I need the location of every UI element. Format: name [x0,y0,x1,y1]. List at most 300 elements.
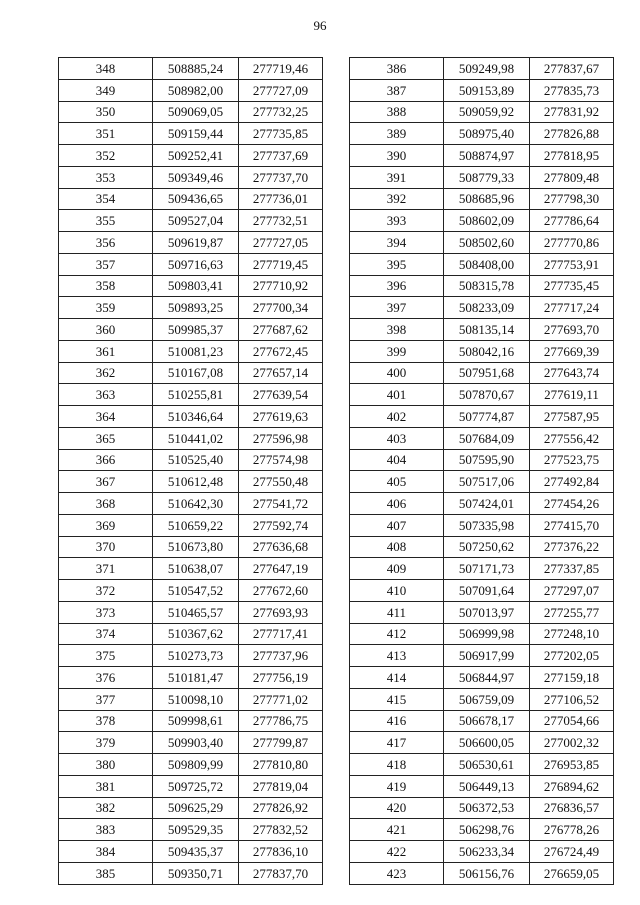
y-coordinate-cell: 277550,48 [239,471,323,493]
point-number-cell: 365 [59,427,153,449]
table-row [59,145,323,167]
x-coordinate-cell: 506530,61 [444,754,530,776]
y-coordinate-cell: 277771,02 [239,688,323,710]
x-coordinate-cell: 509252,41 [153,145,239,167]
x-coordinate-cell: 508315,78 [444,275,530,297]
point-number-cell: 391 [350,166,444,188]
table-row [59,710,323,732]
x-coordinate-cell: 510673,80 [153,536,239,558]
point-number-cell: 384 [59,841,153,863]
y-coordinate-cell: 277202,05 [530,645,614,667]
point-number-cell: 366 [59,449,153,471]
y-coordinate-cell: 277756,19 [239,667,323,689]
point-number-cell: 350 [59,101,153,123]
x-coordinate-cell: 507424,01 [444,493,530,515]
y-coordinate-cell: 277693,70 [530,319,614,341]
table-row [59,775,323,797]
table-row [350,58,614,80]
point-number-cell: 408 [350,536,444,558]
point-number-cell: 416 [350,710,444,732]
point-number-cell: 398 [350,319,444,341]
table-row [59,493,323,515]
x-coordinate-cell: 508502,60 [444,232,530,254]
y-coordinate-cell: 277837,70 [239,862,323,884]
table-row [350,101,614,123]
x-coordinate-cell: 507250,62 [444,536,530,558]
point-number-cell: 357 [59,253,153,275]
table-row [350,775,614,797]
y-coordinate-cell: 277106,52 [530,688,614,710]
y-coordinate-cell: 277799,87 [239,732,323,754]
point-number-cell: 394 [350,232,444,254]
y-coordinate-cell: 277415,70 [530,514,614,536]
point-number-cell: 355 [59,210,153,232]
point-number-cell: 388 [350,101,444,123]
y-coordinate-cell: 277672,45 [239,340,323,362]
x-coordinate-cell: 509435,37 [153,841,239,863]
point-number-cell: 363 [59,384,153,406]
point-number-cell: 417 [350,732,444,754]
x-coordinate-cell: 506449,13 [444,775,530,797]
table-row [350,754,614,776]
table-row [59,166,323,188]
table-row [350,558,614,580]
y-coordinate-cell: 277810,80 [239,754,323,776]
x-coordinate-cell: 509249,98 [444,58,530,80]
table-row [59,601,323,623]
y-coordinate-cell: 277737,69 [239,145,323,167]
table-row [59,732,323,754]
x-coordinate-cell: 510167,08 [153,362,239,384]
point-number-cell: 353 [59,166,153,188]
y-coordinate-cell: 277647,19 [239,558,323,580]
y-coordinate-cell: 276836,57 [530,797,614,819]
point-number-cell: 351 [59,123,153,145]
table-row [350,253,614,275]
x-coordinate-cell: 509069,05 [153,101,239,123]
table-row [350,362,614,384]
x-coordinate-cell: 507951,68 [444,362,530,384]
table-row [350,145,614,167]
table-row [59,210,323,232]
point-number-cell: 364 [59,406,153,428]
x-coordinate-cell: 510255,81 [153,384,239,406]
point-number-cell: 397 [350,297,444,319]
table-row [59,427,323,449]
x-coordinate-cell: 507091,64 [444,580,530,602]
point-number-cell: 378 [59,710,153,732]
point-number-cell: 390 [350,145,444,167]
table-row [59,688,323,710]
y-coordinate-cell: 277717,41 [239,623,323,645]
table-row [59,319,323,341]
y-coordinate-cell: 277719,46 [239,58,323,80]
point-number-cell: 383 [59,819,153,841]
x-coordinate-cell: 509527,04 [153,210,239,232]
table-row [350,123,614,145]
x-coordinate-cell: 510098,10 [153,688,239,710]
point-number-cell: 409 [350,558,444,580]
point-number-cell: 360 [59,319,153,341]
y-coordinate-cell: 277492,84 [530,471,614,493]
table-row [350,841,614,863]
y-coordinate-cell: 277737,96 [239,645,323,667]
point-number-cell: 423 [350,862,444,884]
y-coordinate-cell: 277523,75 [530,449,614,471]
point-number-cell: 400 [350,362,444,384]
table-row [350,688,614,710]
point-number-cell: 422 [350,841,444,863]
y-coordinate-cell: 277798,30 [530,188,614,210]
table-row [59,188,323,210]
point-number-cell: 405 [350,471,444,493]
point-number-cell: 349 [59,79,153,101]
x-coordinate-cell: 507171,73 [444,558,530,580]
x-coordinate-cell: 509803,41 [153,275,239,297]
table-row [350,493,614,515]
point-number-cell: 382 [59,797,153,819]
table-row [350,427,614,449]
table-row [59,754,323,776]
x-coordinate-cell: 509625,29 [153,797,239,819]
y-coordinate-cell: 277727,05 [239,232,323,254]
table-row [59,384,323,406]
table-row [59,623,323,645]
x-coordinate-cell: 510465,57 [153,601,239,623]
point-number-cell: 392 [350,188,444,210]
x-coordinate-cell: 509436,65 [153,188,239,210]
point-number-cell: 402 [350,406,444,428]
table-row [59,645,323,667]
table-row [59,667,323,689]
point-number-cell: 413 [350,645,444,667]
table-row [350,297,614,319]
y-coordinate-cell: 277826,92 [239,797,323,819]
point-number-cell: 393 [350,210,444,232]
y-coordinate-cell: 277832,52 [239,819,323,841]
y-coordinate-cell: 277376,22 [530,536,614,558]
x-coordinate-cell: 508233,09 [444,297,530,319]
table-row [350,580,614,602]
point-number-cell: 401 [350,384,444,406]
y-coordinate-cell: 277835,73 [530,79,614,101]
table-row [350,819,614,841]
point-number-cell: 419 [350,775,444,797]
point-number-cell: 412 [350,623,444,645]
point-number-cell: 362 [59,362,153,384]
coordinates-table-left [58,57,323,885]
x-coordinate-cell: 510081,23 [153,340,239,362]
x-coordinate-cell: 509619,87 [153,232,239,254]
y-coordinate-cell: 276724,49 [530,841,614,863]
x-coordinate-cell: 506844,97 [444,667,530,689]
table-row [350,188,614,210]
x-coordinate-cell: 506298,76 [444,819,530,841]
y-coordinate-cell: 277837,67 [530,58,614,80]
table-row [59,536,323,558]
x-coordinate-cell: 510525,40 [153,449,239,471]
y-coordinate-cell: 277556,42 [530,427,614,449]
point-number-cell: 374 [59,623,153,645]
point-number-cell: 348 [59,58,153,80]
x-coordinate-cell: 508885,24 [153,58,239,80]
point-number-cell: 373 [59,601,153,623]
y-coordinate-cell: 277002,32 [530,732,614,754]
y-coordinate-cell: 277454,26 [530,493,614,515]
point-number-cell: 361 [59,340,153,362]
point-number-cell: 411 [350,601,444,623]
y-coordinate-cell: 276894,62 [530,775,614,797]
table-row [59,406,323,428]
point-number-cell: 404 [350,449,444,471]
y-coordinate-cell: 277643,74 [530,362,614,384]
x-coordinate-cell: 506678,17 [444,710,530,732]
x-coordinate-cell: 508685,96 [444,188,530,210]
point-number-cell: 380 [59,754,153,776]
table-row [59,449,323,471]
x-coordinate-cell: 509998,61 [153,710,239,732]
y-coordinate-cell: 277819,04 [239,775,323,797]
x-coordinate-cell: 510638,07 [153,558,239,580]
table-row [59,297,323,319]
table-row [59,340,323,362]
table-row [350,384,614,406]
point-number-cell: 418 [350,754,444,776]
x-coordinate-cell: 509153,89 [444,79,530,101]
x-coordinate-cell: 508602,09 [444,210,530,232]
table-row [59,253,323,275]
x-coordinate-cell: 510441,02 [153,427,239,449]
table-row [59,79,323,101]
x-coordinate-cell: 509529,35 [153,819,239,841]
y-coordinate-cell: 277619,63 [239,406,323,428]
table-row [59,58,323,80]
y-coordinate-cell: 277753,91 [530,253,614,275]
point-number-cell: 369 [59,514,153,536]
table-row [350,471,614,493]
y-coordinate-cell: 277054,66 [530,710,614,732]
point-number-cell: 358 [59,275,153,297]
y-coordinate-cell: 277587,95 [530,406,614,428]
x-coordinate-cell: 509903,40 [153,732,239,754]
y-coordinate-cell: 277672,60 [239,580,323,602]
table-row [59,841,323,863]
point-number-cell: 407 [350,514,444,536]
x-coordinate-cell: 506917,99 [444,645,530,667]
y-coordinate-cell: 277719,45 [239,253,323,275]
x-coordinate-cell: 510612,48 [153,471,239,493]
x-coordinate-cell: 510642,30 [153,493,239,515]
point-number-cell: 415 [350,688,444,710]
y-coordinate-cell: 276778,26 [530,819,614,841]
x-coordinate-cell: 508874,97 [444,145,530,167]
table-row [59,558,323,580]
point-number-cell: 385 [59,862,153,884]
point-number-cell: 368 [59,493,153,515]
x-coordinate-cell: 508408,00 [444,253,530,275]
y-coordinate-cell: 276953,85 [530,754,614,776]
x-coordinate-cell: 507517,06 [444,471,530,493]
x-coordinate-cell: 508975,40 [444,123,530,145]
y-coordinate-cell: 277700,34 [239,297,323,319]
y-coordinate-cell: 277818,95 [530,145,614,167]
y-coordinate-cell: 277636,68 [239,536,323,558]
table-row [59,797,323,819]
point-number-cell: 375 [59,645,153,667]
x-coordinate-cell: 509809,99 [153,754,239,776]
y-coordinate-cell: 277770,86 [530,232,614,254]
y-coordinate-cell: 277831,92 [530,101,614,123]
table-row [59,232,323,254]
y-coordinate-cell: 277159,18 [530,667,614,689]
point-number-cell: 399 [350,340,444,362]
point-number-cell: 421 [350,819,444,841]
table-row [350,340,614,362]
table-row [350,710,614,732]
x-coordinate-cell: 509059,92 [444,101,530,123]
point-number-cell: 377 [59,688,153,710]
x-coordinate-cell: 506156,76 [444,862,530,884]
x-coordinate-cell: 510659,22 [153,514,239,536]
table-row [59,862,323,884]
y-coordinate-cell: 277693,93 [239,601,323,623]
x-coordinate-cell: 509985,37 [153,319,239,341]
table-row [59,123,323,145]
y-coordinate-cell: 277596,98 [239,427,323,449]
table-row [350,601,614,623]
y-coordinate-cell: 277710,92 [239,275,323,297]
y-coordinate-cell: 277592,74 [239,514,323,536]
y-coordinate-cell: 277574,98 [239,449,323,471]
x-coordinate-cell: 506759,09 [444,688,530,710]
y-coordinate-cell: 277786,75 [239,710,323,732]
point-number-cell: 376 [59,667,153,689]
x-coordinate-cell: 508042,16 [444,340,530,362]
table-row [350,514,614,536]
y-coordinate-cell: 277736,01 [239,188,323,210]
point-number-cell: 403 [350,427,444,449]
y-coordinate-cell: 277639,54 [239,384,323,406]
y-coordinate-cell: 277732,51 [239,210,323,232]
table-row [59,275,323,297]
x-coordinate-cell: 509893,25 [153,297,239,319]
x-coordinate-cell: 510181,47 [153,667,239,689]
x-coordinate-cell: 510273,73 [153,645,239,667]
y-coordinate-cell: 277809,48 [530,166,614,188]
point-number-cell: 371 [59,558,153,580]
table-row [350,449,614,471]
y-coordinate-cell: 277786,64 [530,210,614,232]
y-coordinate-cell: 277717,24 [530,297,614,319]
page-number: 96 [313,18,327,33]
x-coordinate-cell: 510367,62 [153,623,239,645]
point-number-cell: 379 [59,732,153,754]
y-coordinate-cell: 277255,77 [530,601,614,623]
table-row [350,79,614,101]
table-row [350,623,614,645]
point-number-cell: 386 [350,58,444,80]
x-coordinate-cell: 509159,44 [153,123,239,145]
point-number-cell: 359 [59,297,153,319]
table-row [59,580,323,602]
x-coordinate-cell: 509349,46 [153,166,239,188]
x-coordinate-cell: 507595,90 [444,449,530,471]
point-number-cell: 420 [350,797,444,819]
x-coordinate-cell: 509725,72 [153,775,239,797]
point-number-cell: 367 [59,471,153,493]
point-number-cell: 395 [350,253,444,275]
y-coordinate-cell: 277687,62 [239,319,323,341]
x-coordinate-cell: 506999,98 [444,623,530,645]
x-coordinate-cell: 507013,97 [444,601,530,623]
point-number-cell: 354 [59,188,153,210]
table-row [350,166,614,188]
x-coordinate-cell: 507870,67 [444,384,530,406]
x-coordinate-cell: 507684,09 [444,427,530,449]
table-row [350,645,614,667]
table-row [350,232,614,254]
x-coordinate-cell: 508982,00 [153,79,239,101]
x-coordinate-cell: 510346,64 [153,406,239,428]
point-number-cell: 381 [59,775,153,797]
table-row [350,210,614,232]
y-coordinate-cell: 277337,85 [530,558,614,580]
x-coordinate-cell: 508779,33 [444,166,530,188]
y-coordinate-cell: 277737,70 [239,166,323,188]
point-number-cell: 396 [350,275,444,297]
table-row [59,819,323,841]
x-coordinate-cell: 510547,52 [153,580,239,602]
coordinates-table-right [349,57,614,885]
point-number-cell: 389 [350,123,444,145]
table-row [350,667,614,689]
point-number-cell: 387 [350,79,444,101]
table-row [350,732,614,754]
y-coordinate-cell: 277297,07 [530,580,614,602]
y-coordinate-cell: 277727,09 [239,79,323,101]
table-row [59,362,323,384]
point-number-cell: 372 [59,580,153,602]
y-coordinate-cell: 277248,10 [530,623,614,645]
point-number-cell: 406 [350,493,444,515]
y-coordinate-cell: 277541,72 [239,493,323,515]
point-number-cell: 410 [350,580,444,602]
y-coordinate-cell: 277732,25 [239,101,323,123]
x-coordinate-cell: 506233,34 [444,841,530,863]
point-number-cell: 414 [350,667,444,689]
x-coordinate-cell: 507774,87 [444,406,530,428]
x-coordinate-cell: 507335,98 [444,514,530,536]
table-row [350,862,614,884]
y-coordinate-cell: 277735,45 [530,275,614,297]
point-number-cell: 352 [59,145,153,167]
table-row [59,514,323,536]
point-number-cell: 356 [59,232,153,254]
x-coordinate-cell: 509350,71 [153,862,239,884]
point-number-cell: 370 [59,536,153,558]
table-row [350,536,614,558]
x-coordinate-cell: 508135,14 [444,319,530,341]
x-coordinate-cell: 506372,53 [444,797,530,819]
y-coordinate-cell: 277836,10 [239,841,323,863]
x-coordinate-cell: 506600,05 [444,732,530,754]
y-coordinate-cell: 277669,39 [530,340,614,362]
table-row [350,275,614,297]
y-coordinate-cell: 277657,14 [239,362,323,384]
table-row [350,406,614,428]
x-coordinate-cell: 509716,63 [153,253,239,275]
table-row [350,319,614,341]
